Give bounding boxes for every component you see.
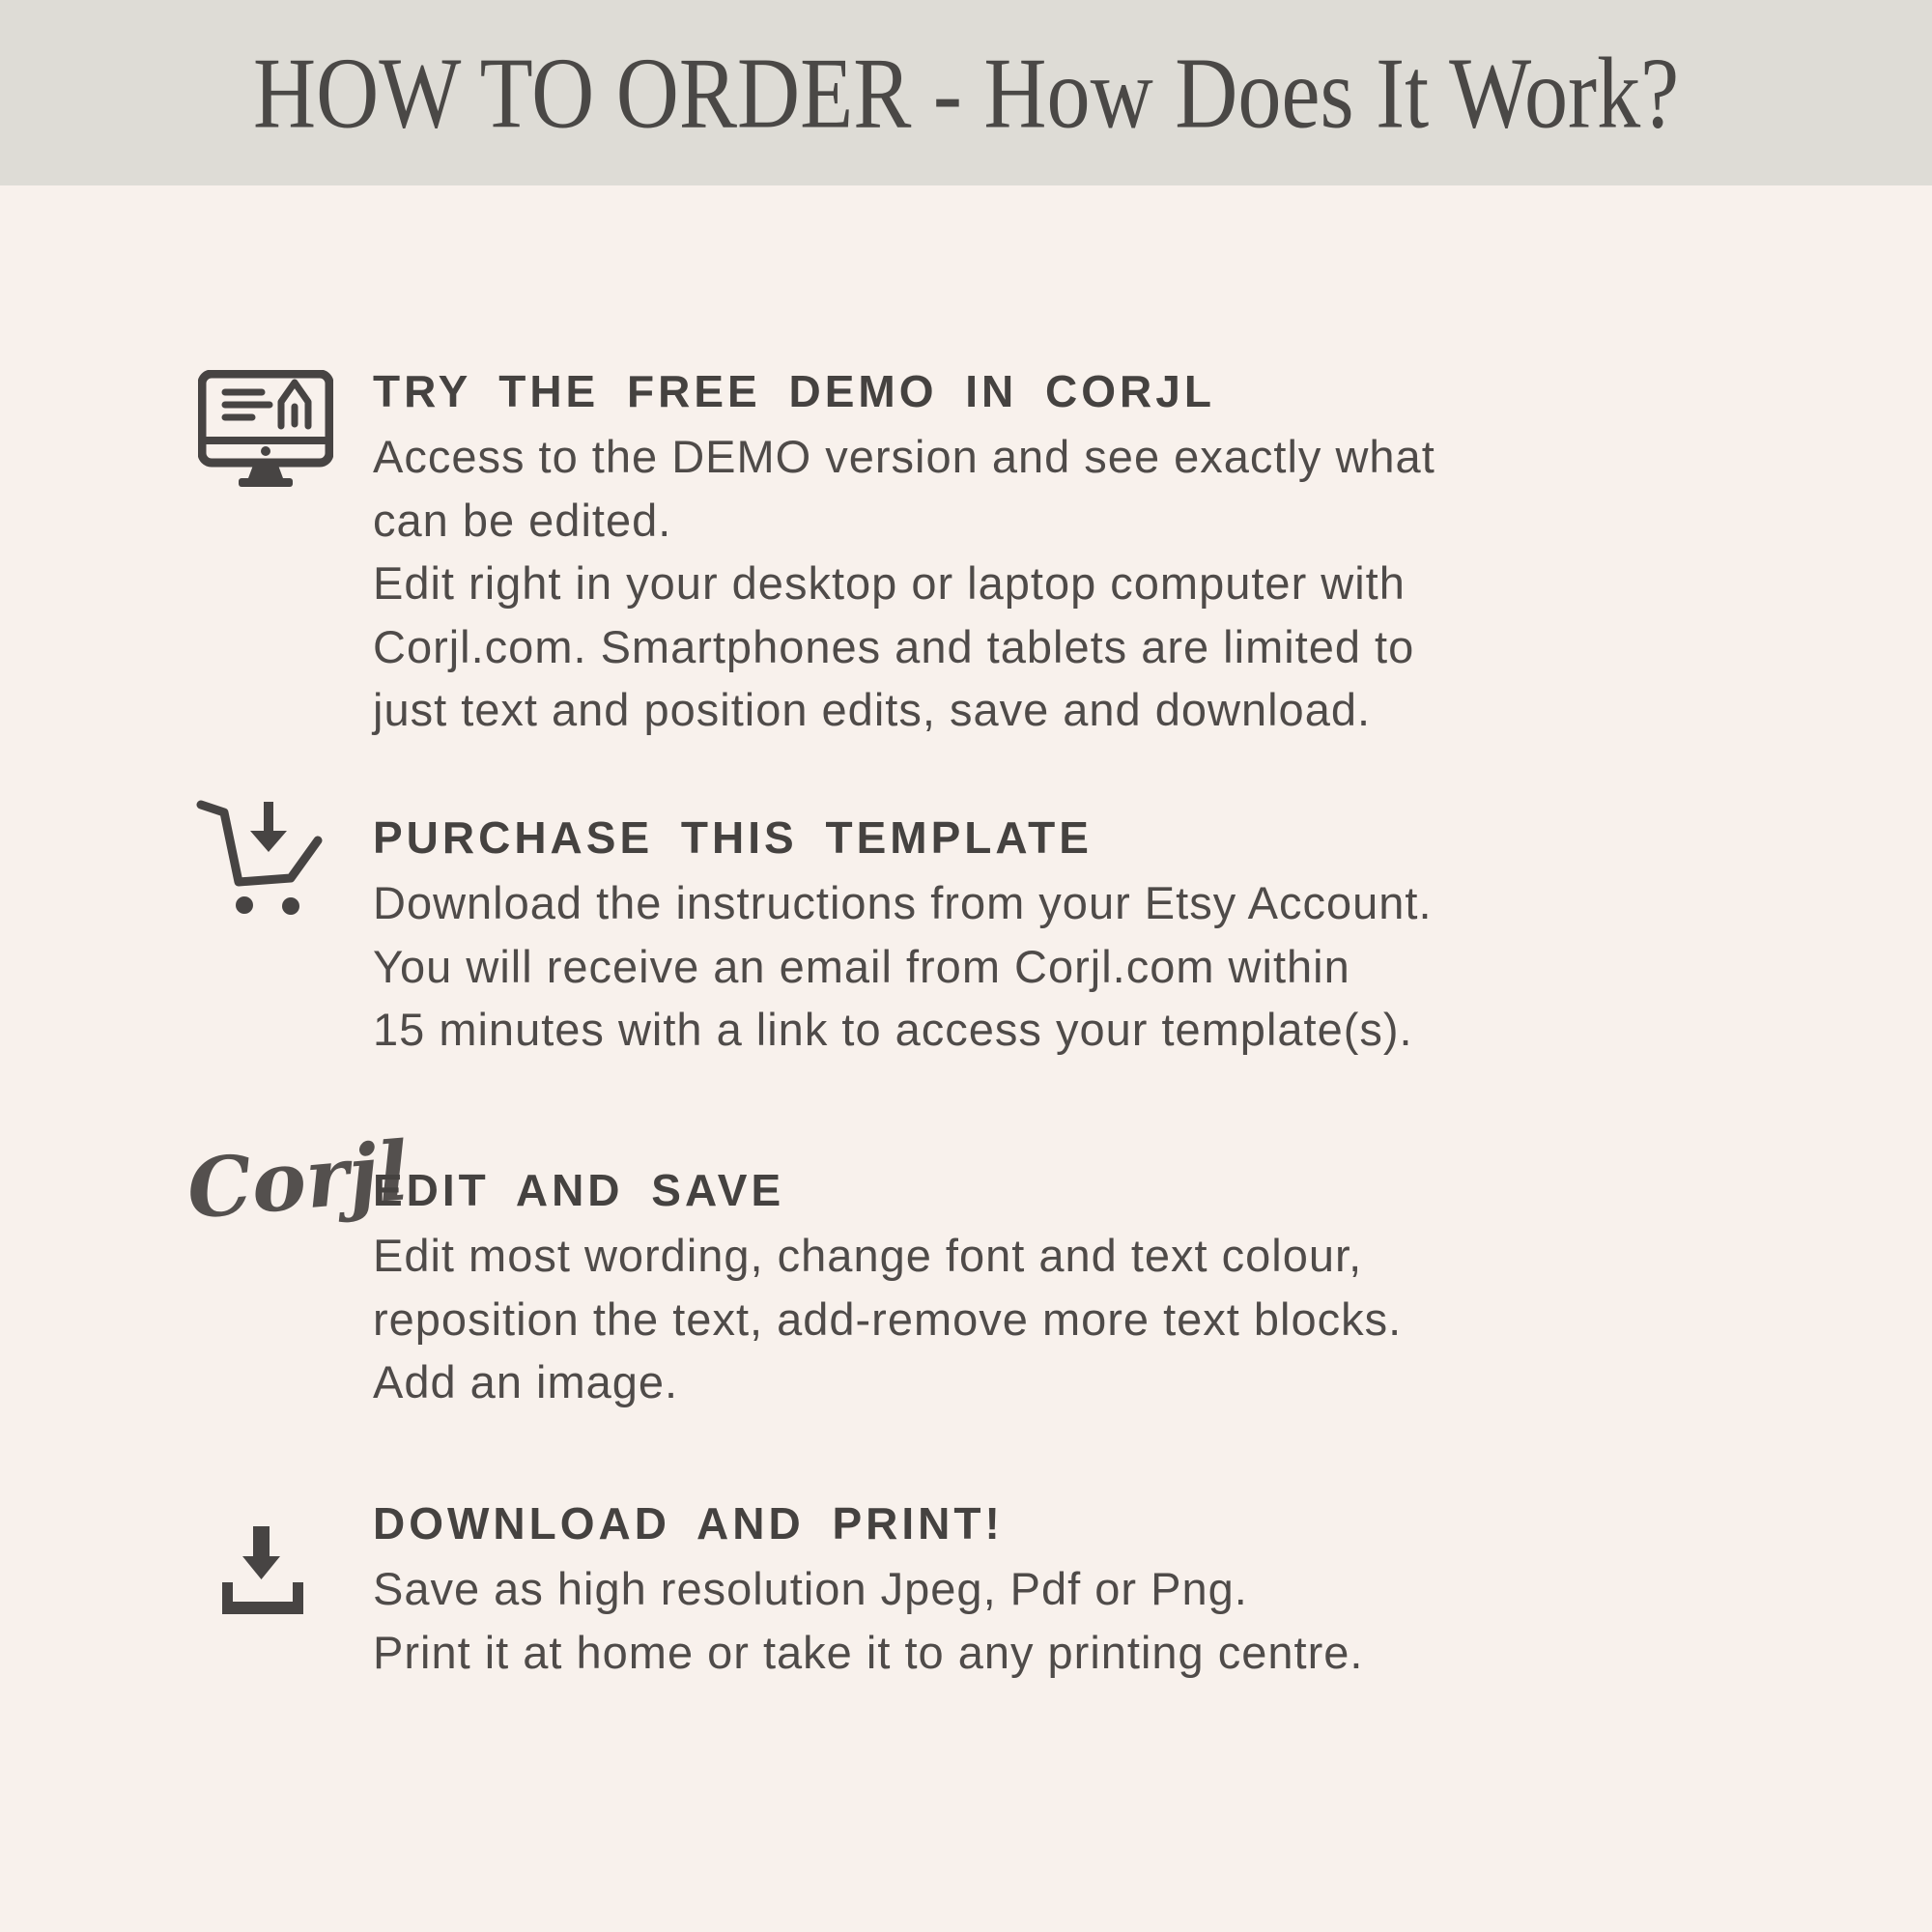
monitor-demo-icon bbox=[198, 370, 333, 488]
cart-download-icon bbox=[196, 790, 327, 918]
body-line: Add an image. bbox=[373, 1356, 679, 1407]
section-purchase bbox=[373, 810, 1754, 1062]
section-try-demo bbox=[373, 363, 1754, 742]
body-line: Corjl.com. Smartphones and tablets are limited to bbox=[373, 620, 1415, 672]
download-print-icon bbox=[219, 1522, 306, 1614]
body-line: Edit most wording, change font and text colour, bbox=[373, 1230, 1363, 1281]
section-edit-save bbox=[373, 1162, 1754, 1414]
body-line: Print it at home or take it to any printing centre. bbox=[373, 1626, 1364, 1678]
corjl-logo: Corjl bbox=[183, 1122, 412, 1237]
section-download-print bbox=[373, 1495, 1754, 1684]
header-banner bbox=[0, 0, 1932, 185]
section-heading: EDIT AND SAVE bbox=[373, 1165, 785, 1215]
body-line: Save as high resolution Jpeg, Pdf or Png. bbox=[373, 1563, 1248, 1614]
body-line: Edit right in your desktop or laptop computer with bbox=[373, 557, 1406, 609]
body-line: 15 minutes with a link to access your template(s). bbox=[373, 1004, 1413, 1055]
body-line: reposition the text, add-remove more text blocks. bbox=[373, 1293, 1403, 1345]
page-title: HOW TO ORDER - How Does It Work? bbox=[252, 36, 1680, 150]
body-line: can be edited. bbox=[373, 494, 672, 546]
body-line: Access to the DEMO version and see exactly what bbox=[373, 431, 1435, 482]
body-line: just text and position edits, save and download. bbox=[373, 684, 1372, 735]
section-heading: DOWNLOAD AND PRINT! bbox=[373, 1498, 1004, 1548]
body-line: You will receive an email from Corjl.com within bbox=[373, 940, 1350, 992]
section-heading: TRY THE FREE DEMO IN CORJL bbox=[373, 366, 1215, 416]
section-heading: PURCHASE THIS TEMPLATE bbox=[373, 812, 1093, 863]
body-line: Download the instructions from your Etsy Account. bbox=[373, 877, 1433, 928]
